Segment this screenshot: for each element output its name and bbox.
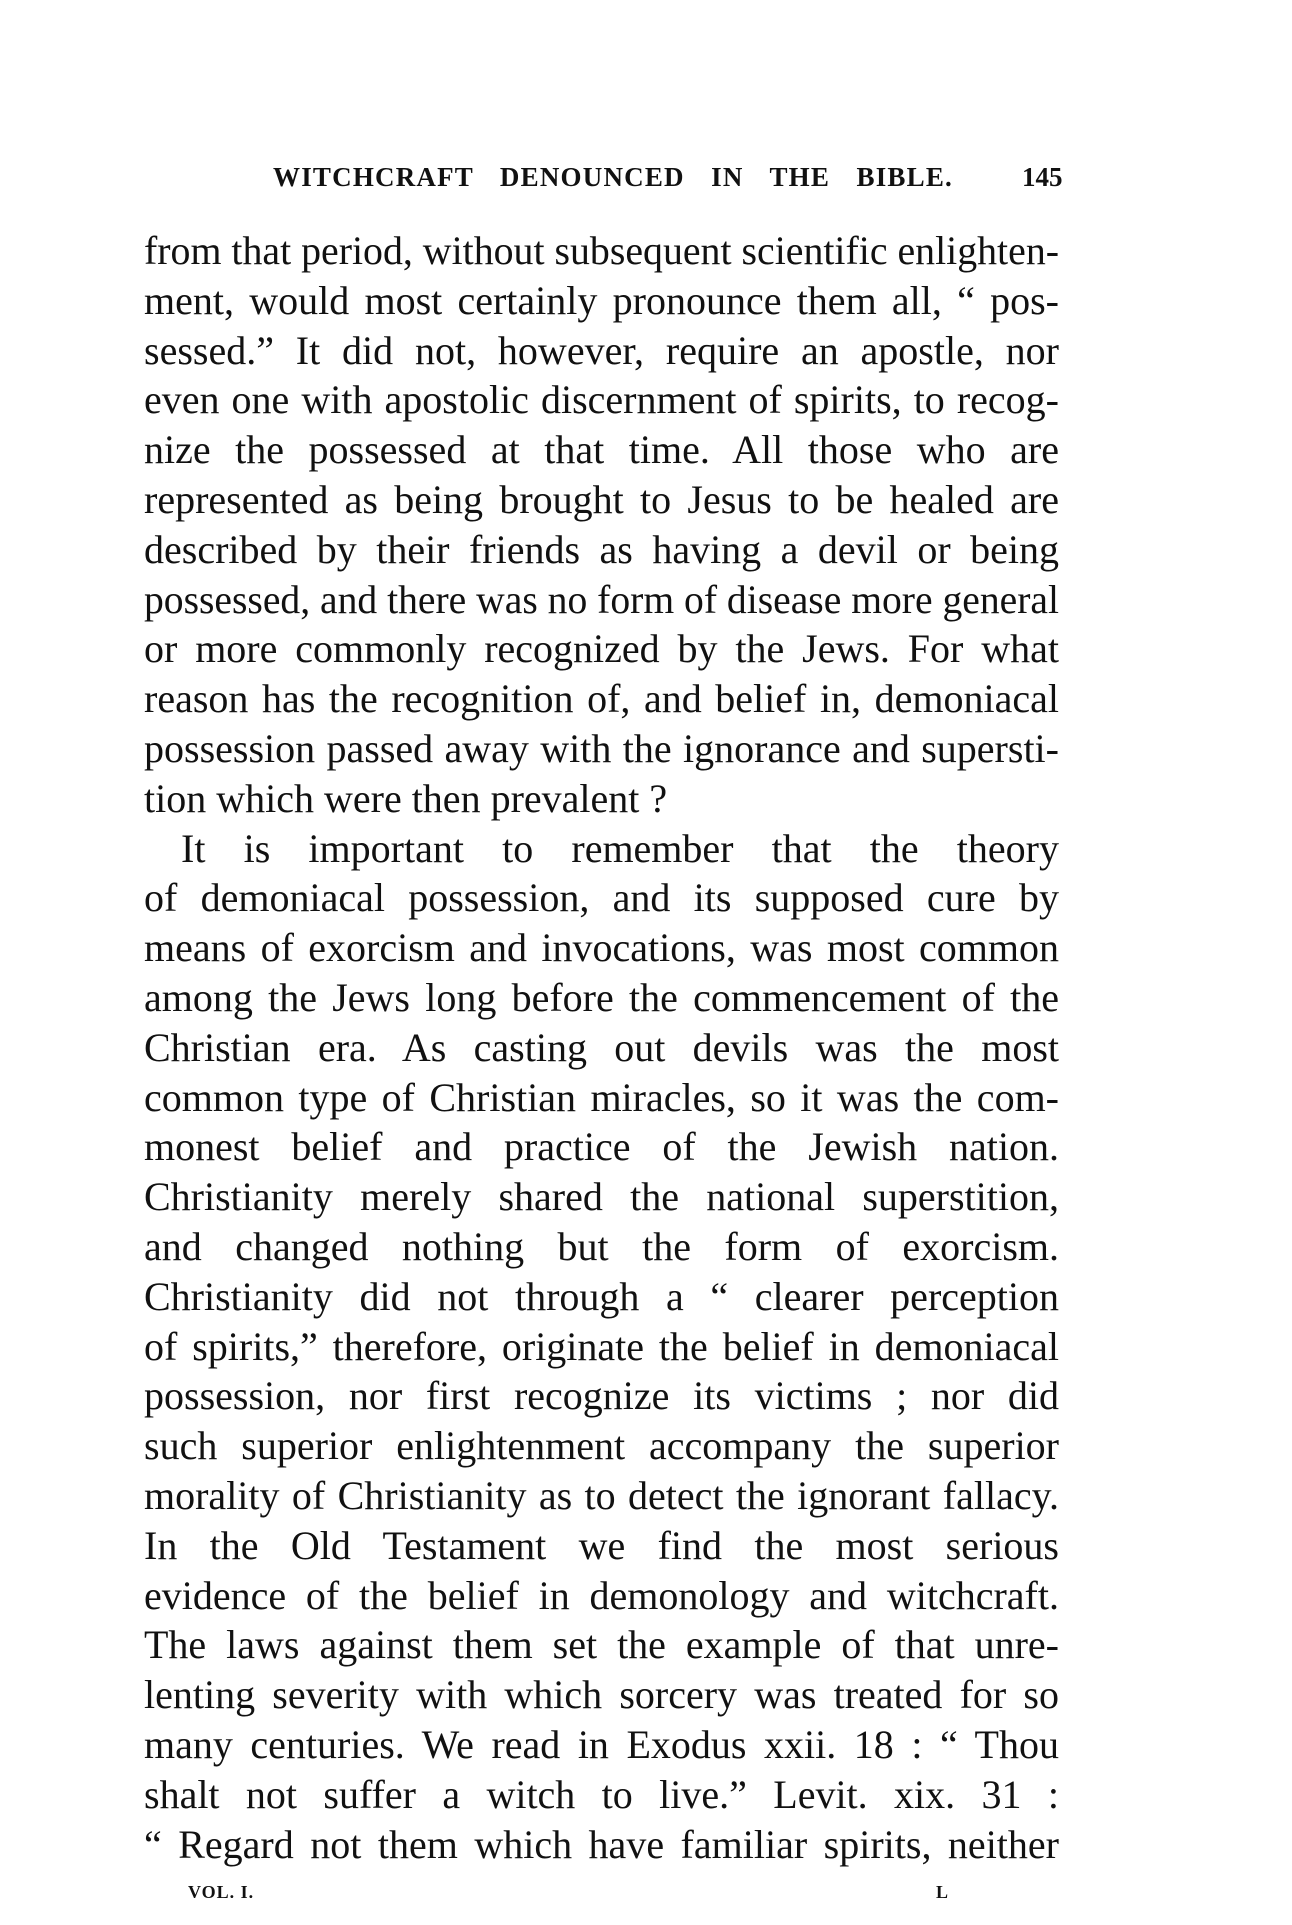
text-line: The laws against them set the example of that unre-: [144, 1622, 1059, 1668]
text-line: lenting severity with which sorcery was treated for so: [144, 1672, 1059, 1718]
text-line: evidence of the belief in demonology and witchcraft.: [144, 1572, 1059, 1618]
running-head: [273, 160, 1065, 194]
text-line: reason has the recognition of, and belief in, demoniacal: [144, 676, 1059, 722]
text-line: It is important to remember that the theory: [181, 825, 1059, 871]
text-line: of spirits,” therefore, originate the belief in demoniacal: [144, 1323, 1059, 1369]
text-line: common type of Christian miracles, so it was the com-: [144, 1074, 1059, 1120]
text-line: described by their friends as having a devil or being: [144, 526, 1059, 572]
text-line: Christianity merely shared the national superstition,: [144, 1174, 1059, 1220]
text-line: such superior enlightenment accompany the superior: [144, 1423, 1059, 1469]
text-line: In the Old Testament we find the most serious: [144, 1522, 1059, 1568]
paragraph: [144, 226, 1059, 824]
text-line: from that period, without subsequent scientific enlighten-: [144, 228, 1059, 273]
text-line: represented as being brought to Jesus to be healed are: [144, 476, 1059, 522]
text-line: Christianity did not through a “ clearer perception: [144, 1273, 1059, 1319]
text-line: possession, nor first recognize its victims ; nor did: [144, 1373, 1059, 1419]
text-line: or more commonly recognized by the Jews. For what: [144, 626, 1059, 672]
text-line: of demoniacal possession, and its supposed cure by: [144, 875, 1059, 921]
text-line: sessed.” It did not, however, require an apostle, nor: [144, 327, 1059, 373]
text-line: possession passed away with the ignorance and supersti-: [144, 725, 1059, 771]
text-line: and changed nothing but the form of exorcism.: [144, 1223, 1059, 1269]
text-line: “ Regard not them which have familiar spirits, neither: [144, 1821, 1059, 1867]
page-footer: [0, 1880, 1292, 1910]
text-line: means of exorcism and invocations, was most common: [144, 925, 1059, 971]
running-title: WITCHCRAFT DENOUNCED IN THE BIBLE.: [273, 162, 953, 192]
text-line: nize the possessed at that time. All those who are: [144, 427, 1059, 473]
paragraph: [144, 824, 1059, 1870]
body-text: [144, 226, 1059, 1869]
text-line: shalt not suffer a witch to live.” Levit. xix. 31 :: [144, 1771, 1059, 1817]
text-line: among the Jews long before the commencement of the: [144, 974, 1059, 1020]
volume-mark: VOL. I.: [188, 1882, 255, 1902]
text-line: tion which were then prevalent ?: [144, 775, 668, 821]
text-line: even one with apostolic discernment of spirits, to recog-: [144, 377, 1059, 423]
text-line: monest belief and practice of the Jewish nation.: [144, 1124, 1059, 1170]
signature-mark: L: [936, 1882, 949, 1902]
text-line: many centuries. We read in Exodus xxii. 18 : “ Thou: [144, 1721, 1059, 1767]
text-line: morality of Christianity as to detect the ignorant fallacy.: [144, 1472, 1059, 1518]
text-line: possessed, and there was no form of disease more general: [144, 576, 1059, 622]
page-number: 145: [1022, 162, 1063, 192]
text-line: Christian era. As casting out devils was the most: [144, 1024, 1059, 1070]
text-line: ment, would most certainly pronounce them all, “ pos-: [144, 277, 1059, 323]
